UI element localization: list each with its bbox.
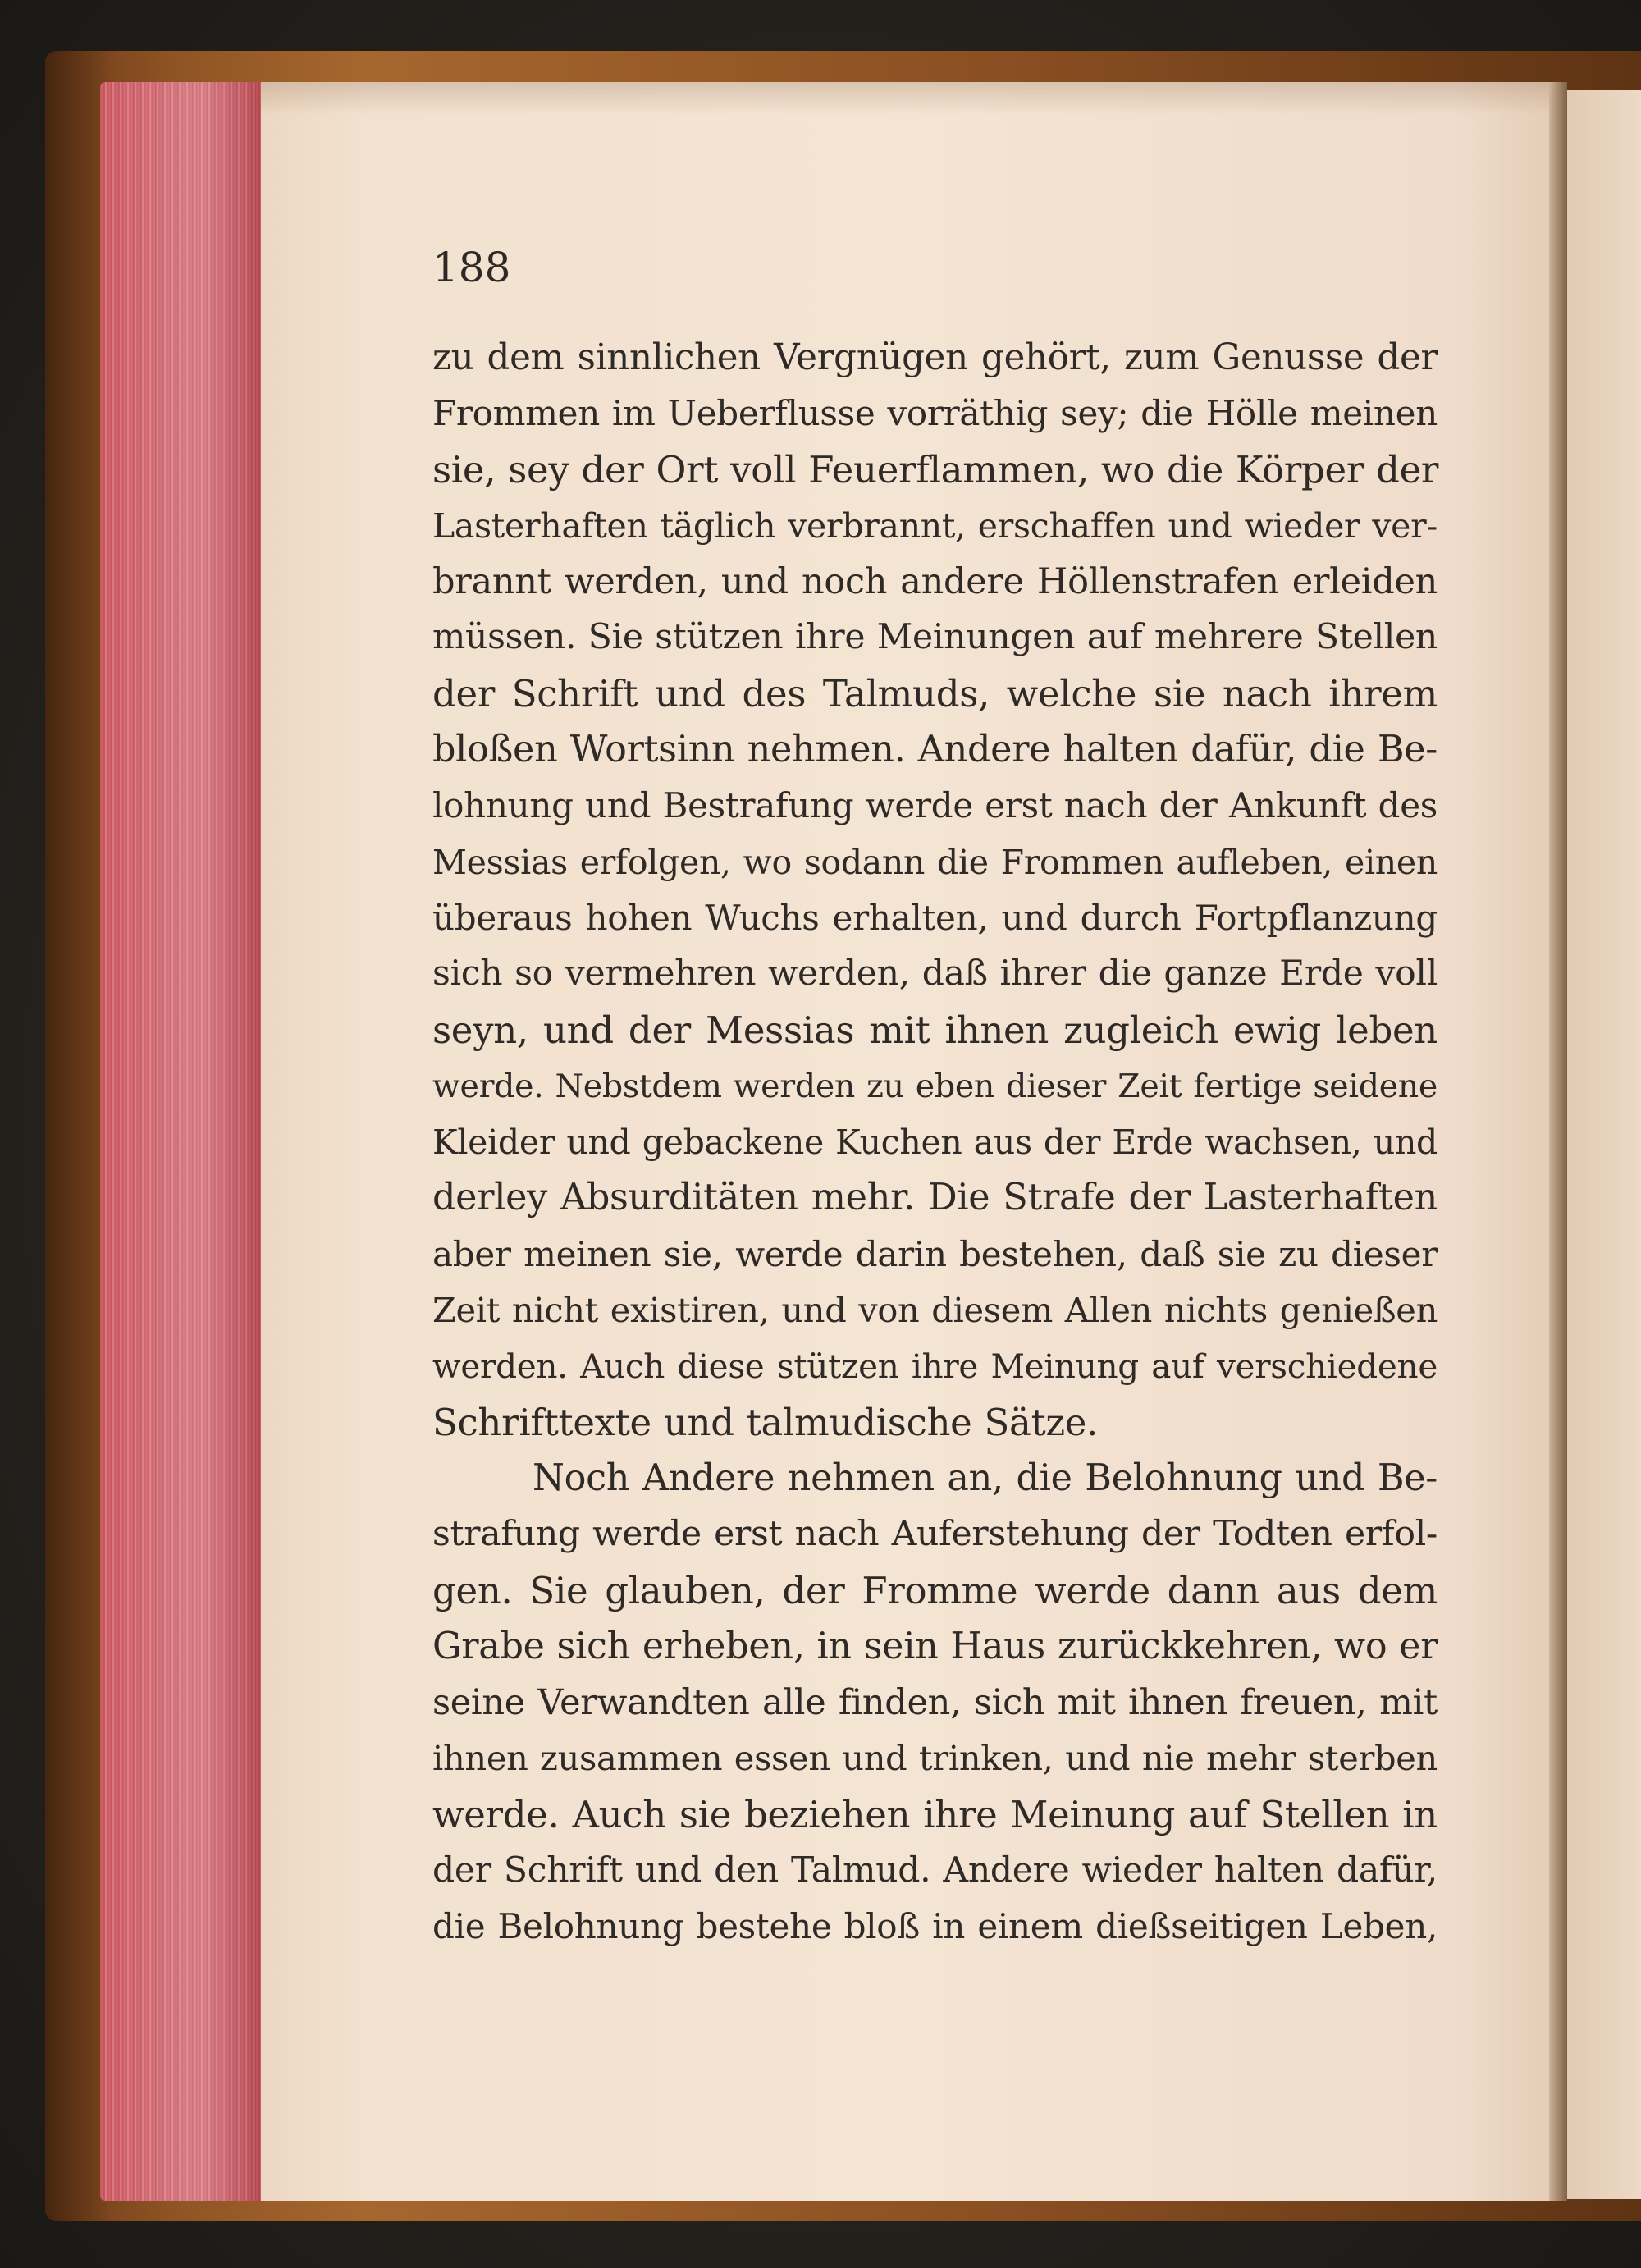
text-line: derley Absurditäten mehr. Die Strafe der Lasterhaften bbox=[432, 1177, 1438, 1219]
book-gutter bbox=[1549, 82, 1567, 2201]
paragraph bbox=[432, 1451, 1438, 1955]
text-line: Kleider und gebackene Kuchen aus der Erde wachsen, und bbox=[432, 1123, 1438, 1163]
page-top-shadow bbox=[261, 82, 1559, 115]
text-line: werde. Nebstdem werden zu eben dieser Zeit fertige seidene bbox=[432, 1067, 1438, 1105]
text-line: aber meinen sie, werde darin bestehen, daß sie zu dieser bbox=[432, 1233, 1438, 1274]
text-line: brannt werden, und noch andere Höllenstrafen erleiden bbox=[432, 561, 1438, 603]
text-line: zu dem sinnlichen Vergnügen gehört, zum Genusse der bbox=[432, 337, 1438, 378]
text-line: der Schrift und des Talmuds, welche sie nach ihrem bbox=[432, 671, 1438, 716]
body-text bbox=[432, 330, 1438, 1955]
text-line: sich so vermehren werden, daß ihrer die ganze Erde voll bbox=[432, 953, 1438, 995]
text-line: Messias erfolgen, wo sodann die Frommen aufleben, einen bbox=[432, 842, 1438, 882]
text-line: die Belohnung bestehe bloß in einem dießseitigen Leben, bbox=[432, 1906, 1438, 1947]
paragraph bbox=[432, 330, 1438, 1451]
text-line: müssen. Sie stützen ihre Meinungen auf mehrere Stellen bbox=[432, 617, 1438, 658]
text-line: Zeit nicht existiren, und von diesem Allen nichts genießen bbox=[432, 1290, 1438, 1331]
text-line: strafung werde erst nach Auferstehung der Todten erfol- bbox=[432, 1514, 1438, 1555]
text-line: bloßen Wortsinn nehmen. Andere halten dafür, die Be- bbox=[432, 729, 1438, 771]
text-line: ihnen zusammen essen und trinken, und nie mehr sterben bbox=[432, 1738, 1438, 1779]
page-edges-sheen bbox=[100, 82, 268, 2201]
facing-page-edge bbox=[1567, 90, 1641, 2199]
text-line: seyn, und der Messias mit ihnen zugleich ewig leben bbox=[432, 1008, 1438, 1052]
text-line: Noch Andere nehmen an, die Belohnung und Be- bbox=[533, 1456, 1438, 1499]
text-line: Lasterhaften täglich verbrannt, erschaffen und wieder ver- bbox=[432, 505, 1438, 546]
text-line: Schrifttexte und talmudische Sätze. bbox=[432, 1400, 1099, 1444]
text-line: gen. Sie glauben, der Fromme werde dann aus dem bbox=[432, 1568, 1438, 1612]
text-line: sie, sey der Ort voll Feuerflammen, wo die Körper der bbox=[432, 447, 1439, 492]
text-line: lohnung und Bestrafung werde erst nach der Ankunft des bbox=[432, 785, 1438, 826]
page-number: 188 bbox=[432, 244, 511, 291]
text-line: überaus hohen Wuchs erhalten, und durch Fortpflanzung bbox=[432, 897, 1438, 938]
text-line: Grabe sich erheben, in sein Haus zurückkehren, wo er bbox=[432, 1625, 1438, 1667]
text-line: werde. Auch sie beziehen ihre Meinung auf Stellen in bbox=[432, 1792, 1438, 1836]
text-line: werden. Auch diese stützen ihre Meinung auf verschiedene bbox=[432, 1347, 1438, 1387]
text-line: seine Verwandten alle finden, sich mit ihnen freuen, mit bbox=[432, 1682, 1438, 1724]
text-line: der Schrift und den Talmud. Andere wieder halten dafür, bbox=[432, 1850, 1438, 1891]
text-line: Frommen im Ueberflusse vorräthig sey; die Hölle meinen bbox=[432, 393, 1438, 434]
